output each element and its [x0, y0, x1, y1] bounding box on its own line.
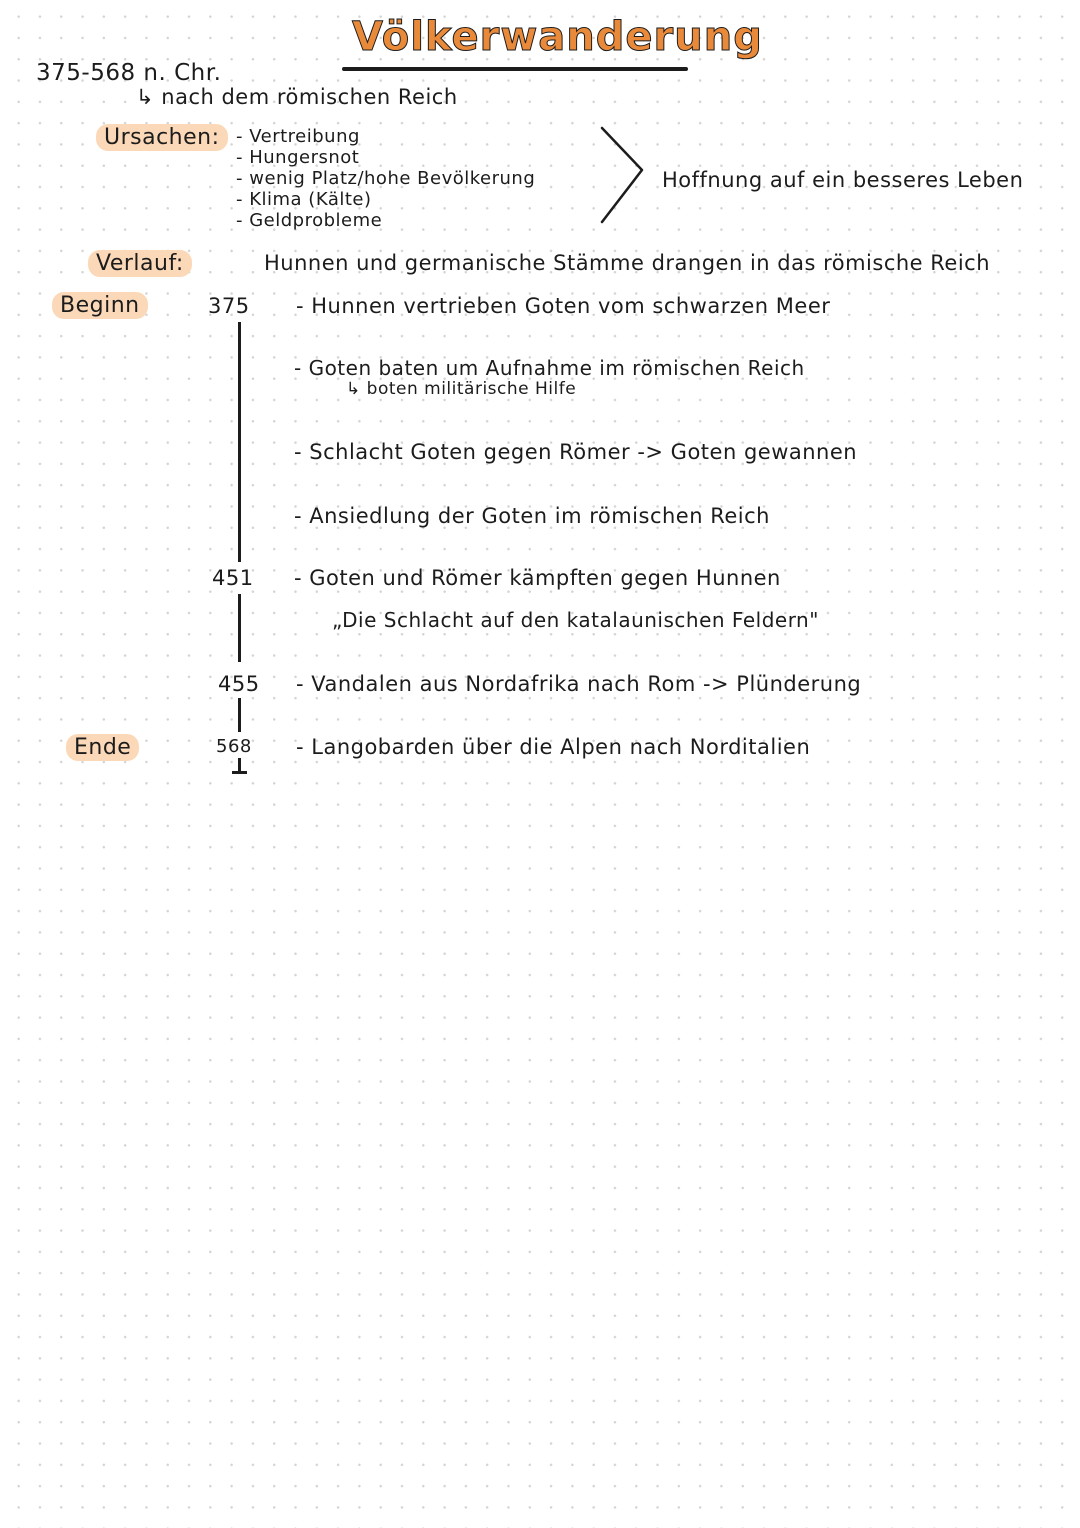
cause-item: - Klima (Kälte): [236, 189, 372, 210]
event-subitem: „Die Schlacht auf den katalaunischen Feldern": [332, 608, 819, 632]
cause-result: Hoffnung auf ein besseres Leben: [662, 168, 1024, 192]
year-455: 455: [218, 672, 260, 696]
page-title: Völkerwanderung: [352, 14, 763, 60]
timeline-segment: [238, 698, 241, 732]
timeline-segment: [238, 322, 241, 562]
event-item: - Langobarden über die Alpen nach Norditalien: [296, 735, 811, 759]
event-item: - Schlacht Goten gegen Römer -> Goten gewannen: [294, 440, 858, 464]
ende-label: Ende: [66, 734, 139, 761]
event-item: - Hunnen vertrieben Goten vom schwarzen Meer: [296, 294, 831, 318]
period-subtitle: ↳ nach dem römischen Reich: [136, 85, 458, 109]
cause-item: - Geldprobleme: [236, 210, 383, 231]
year-568: 568: [216, 736, 252, 757]
beginn-label: Beginn: [52, 292, 148, 319]
verlauf-text: Hunnen und germanische Stämme drangen in das römische Reich: [264, 251, 991, 275]
timeline-segment: [238, 758, 241, 772]
timeline-end-cap: [232, 771, 247, 774]
event-subitem: ↳ boten militärische Hilfe: [346, 379, 577, 399]
ursachen-label: Ursachen:: [96, 124, 228, 151]
event-item: - Vandalen aus Nordafrika nach Rom -> Plünderung: [296, 672, 862, 696]
event-item: - Goten und Römer kämpften gegen Hunnen: [294, 566, 781, 590]
timeline-segment: [238, 594, 241, 662]
cause-item: - Vertreibung: [236, 126, 360, 147]
cause-item: - wenig Platz/hohe Bevölkerung: [236, 168, 536, 189]
arrow-brace-icon: [596, 124, 652, 228]
title-underline: [342, 67, 688, 71]
year-375: 375: [208, 294, 250, 318]
year-451: 451: [212, 566, 254, 590]
event-item: - Ansiedlung der Goten im römischen Reich: [294, 504, 770, 528]
cause-item: - Hungersnot: [236, 147, 360, 168]
verlauf-label: Verlauf:: [88, 250, 192, 277]
event-item: - Goten baten um Aufnahme im römischen Reich: [294, 356, 805, 380]
period-heading: 375-568 n. Chr.: [36, 60, 222, 86]
